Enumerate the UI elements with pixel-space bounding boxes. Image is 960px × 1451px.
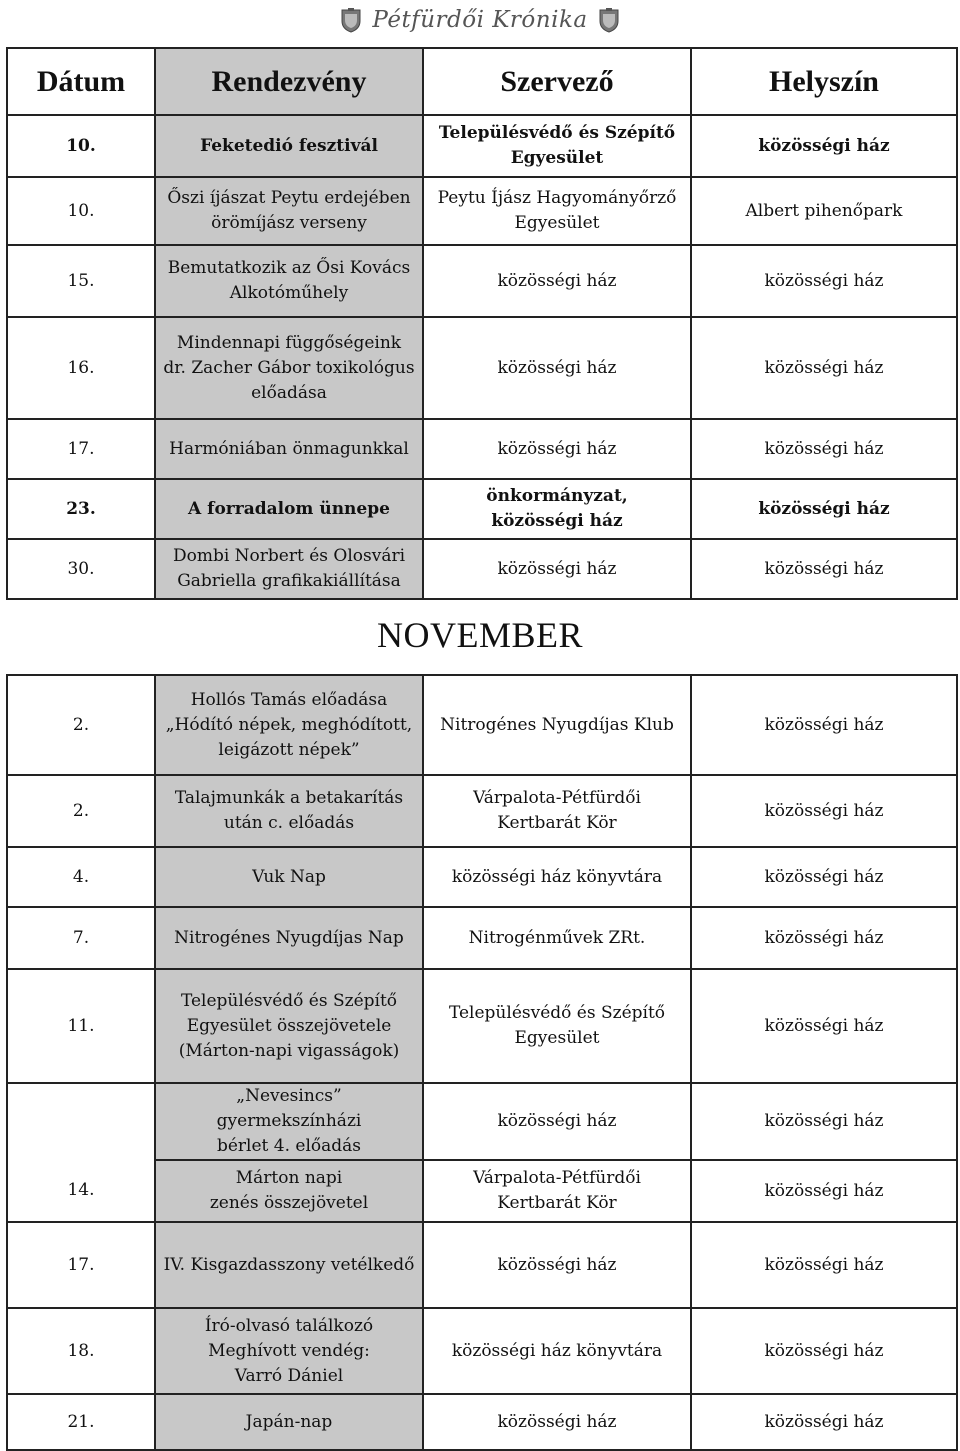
table-row — [7, 969, 957, 1083]
row-organizer: Peytu Íjász Hagyományőrző Egyesület — [423, 177, 691, 245]
row-venue: közösségi ház — [691, 847, 957, 907]
table-row — [7, 675, 957, 775]
row-date: 2. — [7, 675, 155, 775]
table-row — [7, 115, 957, 177]
row-date: 17. — [7, 1222, 155, 1308]
row-date: 16. — [7, 317, 155, 419]
row-event: Településvédő és Szépítő Egyesület összejövetele (Márton-napi vigasságok) — [155, 969, 423, 1083]
row-date: 23. — [7, 479, 155, 539]
row-date: 7. — [7, 907, 155, 969]
row-venue: közösségi ház — [691, 115, 957, 177]
row-event: Feketedió fesztivál — [155, 115, 423, 177]
row-venue: Albert pihenőpark — [691, 177, 957, 245]
row-date: 4. — [7, 847, 155, 907]
row-event: Hollós Tamás előadása „Hódító népek, meghódított, leigázott népek” — [155, 675, 423, 775]
row-organizer: Településvédő és Szépítő Egyesület — [423, 115, 691, 177]
row-date: 10. — [7, 115, 155, 177]
table-row — [7, 177, 957, 245]
month-title: NOVEMBER — [376, 615, 583, 655]
row-event: Író-olvasó találkozó Meghívott vendég: Varró Dániel — [155, 1308, 423, 1394]
row-venue: közösségi ház — [691, 317, 957, 419]
table-row — [7, 245, 957, 317]
row-event: Bemutatkozik az Ősi Kovács Alkotóműhely — [155, 245, 423, 317]
row-organizer: közösségi ház — [423, 317, 691, 419]
row-venue: közösségi ház — [691, 1083, 957, 1160]
row-organizer: Nitrogénes Nyugdíjas Klub — [423, 675, 691, 775]
row-organizer: Várpalota-Pétfürdői Kertbarát Kör — [423, 1160, 691, 1222]
table-row — [7, 1308, 957, 1394]
row-event: IV. Kisgazdasszony vetélkedő — [155, 1222, 423, 1308]
row-date: 11. — [7, 969, 155, 1083]
row-venue: közösségi ház — [691, 1394, 957, 1450]
table-row — [7, 317, 957, 419]
table-row — [7, 1394, 957, 1450]
row-event: Vuk Nap — [155, 847, 423, 907]
row-event: Márton napi zenés összejövetel — [155, 1160, 423, 1222]
header-title: Pétfürdői Krónika — [372, 7, 588, 33]
row-organizer: közösségi ház könyvtára — [423, 847, 691, 907]
header-date: Dátum — [7, 48, 155, 115]
row-date: 18. — [7, 1308, 155, 1394]
row-organizer: Nitrogénművek ZRt. — [423, 907, 691, 969]
header-venue: Helyszín — [691, 48, 957, 115]
row-organizer: közösségi ház — [423, 245, 691, 317]
row-organizer: közösségi ház — [423, 1394, 691, 1450]
row-date: 10. — [7, 177, 155, 245]
crest-icon — [598, 7, 620, 33]
row-venue: közösségi ház — [691, 479, 957, 539]
row-organizer: közösségi ház — [423, 419, 691, 479]
row-organizer: közösségi ház — [423, 1222, 691, 1308]
row-date: 15. — [7, 245, 155, 317]
row-venue: közösségi ház — [691, 245, 957, 317]
row-event: Talajmunkák a betakarítás után c. előadás — [155, 775, 423, 847]
table-row — [7, 479, 957, 539]
row-event: Harmóniában önmagunkkal — [155, 419, 423, 479]
row-venue: közösségi ház — [691, 1308, 957, 1394]
table-row — [7, 1083, 957, 1160]
row-event: A forradalom ünnepe — [155, 479, 423, 539]
table-row — [7, 775, 957, 847]
row-date: 14. — [7, 1083, 155, 1222]
table-header-row — [7, 48, 957, 115]
row-date: 21. — [7, 1394, 155, 1450]
row-organizer: Várpalota-Pétfürdői Kertbarát Kör — [423, 775, 691, 847]
table-row — [7, 907, 957, 969]
row-organizer: közösségi ház — [423, 1083, 691, 1160]
header-organizer: Szervező — [423, 48, 691, 115]
header-event: Rendezvény — [155, 48, 423, 115]
row-venue: közösségi ház — [691, 419, 957, 479]
table-row — [7, 539, 957, 599]
row-venue: közösségi ház — [691, 675, 957, 775]
row-date: 17. — [7, 419, 155, 479]
table-row — [7, 847, 957, 907]
row-date: 2. — [7, 775, 155, 847]
row-organizer: Településvédő és Szépítő Egyesület — [423, 969, 691, 1083]
table-row — [7, 419, 957, 479]
row-event: Mindennapi függőségeink dr. Zacher Gábor toxikológus előadása — [155, 317, 423, 419]
october-events-table — [6, 47, 958, 600]
row-venue: közösségi ház — [691, 969, 957, 1083]
row-venue: közösségi ház — [691, 1160, 957, 1222]
row-organizer: közösségi ház — [423, 539, 691, 599]
row-event: Dombi Norbert és Olosvári Gabriella grafikakiállítása — [155, 539, 423, 599]
row-date: 30. — [7, 539, 155, 599]
row-event: „Nevesincs” gyermekszínházi bérlet 4. előadás — [155, 1083, 423, 1160]
row-venue: közösségi ház — [691, 907, 957, 969]
row-venue: közösségi ház — [691, 775, 957, 847]
page-header — [0, 0, 960, 40]
table-row — [7, 1222, 957, 1308]
crest-icon — [340, 7, 362, 33]
row-event: Nitrogénes Nyugdíjas Nap — [155, 907, 423, 969]
row-organizer: önkormányzat, közösségi ház — [423, 479, 691, 539]
row-organizer: közösségi ház könyvtára — [423, 1308, 691, 1394]
row-event: Japán-nap — [155, 1394, 423, 1450]
row-venue: közösségi ház — [691, 539, 957, 599]
november-events-table — [6, 674, 958, 1451]
row-event: Őszi íjászat Peytu erdejében örömíjász verseny — [155, 177, 423, 245]
row-venue: közösségi ház — [691, 1222, 957, 1308]
